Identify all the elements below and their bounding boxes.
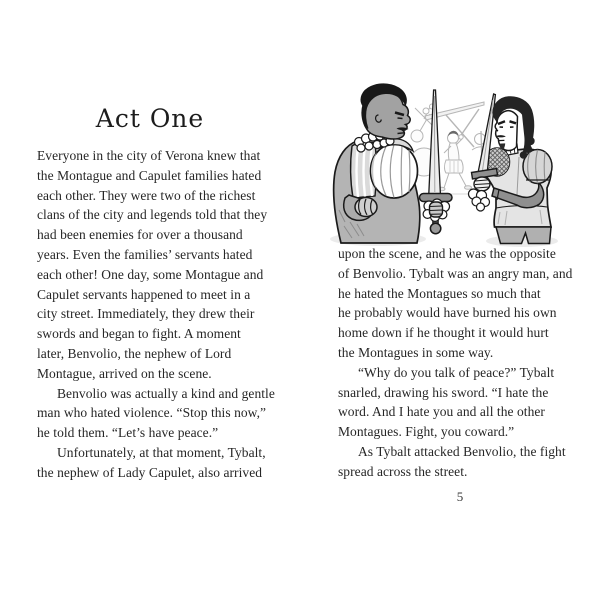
text-line: spread across the street. <box>338 463 468 479</box>
text-line: Everyone in the city of Verona knew that <box>37 148 261 163</box>
right-swordsman <box>469 94 553 244</box>
page-number: 5 <box>456 489 464 504</box>
text-line: “Why do you talk of peace?” Tybalt <box>358 364 555 380</box>
text-line: Benvolio was actually a kind and gentle <box>57 385 275 401</box>
text-line: each other. They were two of the richest <box>37 187 256 203</box>
text-line: As Tybalt attacked Benvolio, the fight <box>358 443 566 459</box>
text-line: the Montagues in some way. <box>338 344 494 360</box>
text-line: the Montague and Capulet families hated <box>37 167 262 183</box>
text-line: the nephew of Lady Capulet, also arrived <box>37 464 263 480</box>
text-line: upon the scene, and he was the opposite <box>338 246 556 261</box>
text-line: man who hated violence. “Stop this now,” <box>37 405 267 421</box>
text-line: home down if he thought it would hurt <box>338 325 549 341</box>
chapter-heading: Act One <box>95 104 205 133</box>
text-line: city street. Immediately, they drew their <box>37 306 255 322</box>
text-line: Unfortunately, at that moment, Tybalt, <box>57 444 266 460</box>
text-line: swords and began to fight. A moment <box>37 326 241 342</box>
left-swordsman <box>334 84 452 243</box>
text-line: years. Even the families’ servants hated <box>37 246 253 262</box>
left-page-text <box>37 146 305 483</box>
text-line: Montagues. Fight, you coward.” <box>338 424 515 440</box>
text-line: he probably would have burned his own <box>338 305 557 321</box>
text-line: later, Benvolio, the nephew of Lord <box>37 345 232 361</box>
text-line: he told them. “Let’s have peace.” <box>37 425 219 441</box>
text-line: each other! One day, some Montague and <box>37 266 264 282</box>
text-line: snarled, drawing his sword. “I hate the <box>338 384 549 400</box>
text-line: he hated the Montagues so much that <box>338 285 541 301</box>
text-line: Capulet servants happened to meet in a <box>37 286 251 302</box>
text-line: word. And I hate you and all the other <box>338 404 545 420</box>
sword-fight-illustration <box>315 52 577 248</box>
right-page-text <box>338 244 582 482</box>
text-line: had been enemies for over a thousand <box>37 227 243 243</box>
text-line: of Benvolio. Tybalt was an angry man, and <box>338 265 573 281</box>
text-line: clans of the city and legends told that they <box>37 207 268 223</box>
text-line: Montague, arrived on the scene. <box>37 365 212 381</box>
